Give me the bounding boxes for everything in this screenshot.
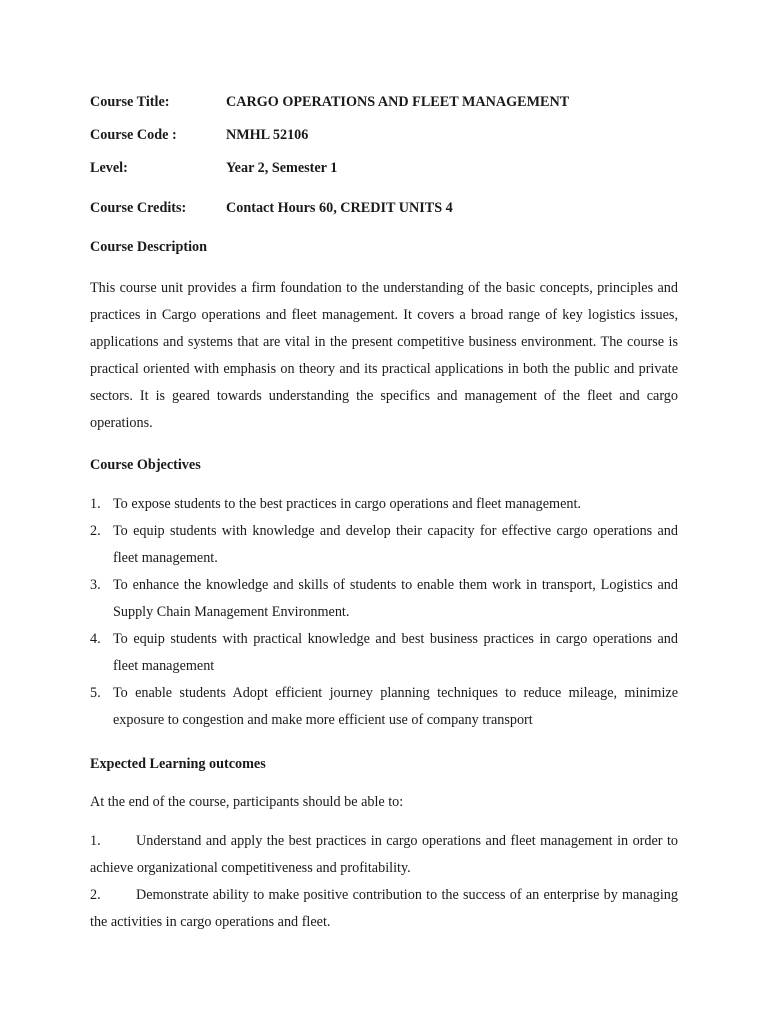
list-item-text: Understand and apply the best practices in cargo operations and fleet management in order to achieve organizational competitiveness and profitability. (90, 833, 678, 876)
list-item (90, 518, 678, 572)
list-item (90, 491, 678, 518)
learning-outcomes-intro: At the end of the course, participants should be able to: (90, 794, 404, 810)
document-page (90, 92, 678, 936)
list-item-number: 2. (90, 523, 101, 539)
list-item-text: To enable students Adopt efficient journey planning techniques to reduce mileage, minimize exposure to congestion and make more efficient use of company transport (113, 685, 678, 728)
list-item (90, 680, 678, 734)
list-item-number: 4. (90, 631, 101, 647)
course-title-row (90, 92, 678, 112)
course-code-value: NMHL 52106 (226, 127, 309, 143)
course-credits-row (90, 198, 678, 218)
course-title-value: CARGO OPERATIONS AND FLEET MANAGEMENT (226, 94, 570, 110)
list-item-text: To equip students with knowledge and develop their capacity for effective cargo operations and fleet management. (113, 523, 678, 566)
list-item-text: Demonstrate ability to make positive contribution to the success of an enterprise by managing the activities in cargo operations and fleet. (90, 887, 678, 930)
list-item-number: 3. (90, 577, 101, 593)
learning-outcomes-heading: Expected Learning outcomes (90, 756, 266, 772)
course-title-label: Course Title: (90, 94, 170, 110)
course-code-label: Course Code : (90, 127, 177, 143)
list-item (90, 626, 678, 680)
list-item-number: 1. (90, 833, 101, 849)
course-code-row (90, 125, 678, 145)
list-item-number: 2. (90, 887, 101, 903)
objectives-list (90, 491, 678, 734)
course-level-value: Year 2, Semester 1 (226, 160, 338, 176)
list-item (90, 828, 678, 882)
list-item-number: 5. (90, 685, 101, 701)
list-item-text: To enhance the knowledge and skills of students to enable them work in transport, Logistics and Supply Chain Management Environment. (113, 577, 678, 620)
course-level-label: Level: (90, 160, 128, 176)
course-credits-value: Contact Hours 60, CREDIT UNITS 4 (226, 200, 453, 216)
course-credits-label: Course Credits: (90, 200, 187, 216)
list-item (90, 572, 678, 626)
list-item-number: 1. (90, 496, 101, 512)
list-item-text: To equip students with practical knowledge and best business practices in cargo operations and fleet management (113, 631, 678, 674)
course-level-row (90, 158, 678, 178)
course-description-text: This course unit provides a firm foundation to the understanding of the basic concepts, principles and practices in Cargo operations and fleet management. It covers a broad range of key logistics issues, applications and systems that are vital in the present competitive business environment. The course is practical oriented with emphasis on theory and its practical applications in both the public and private sectors. It is geared towards understanding the specifics and management of the fleet and cargo operations. (90, 280, 678, 431)
list-item (90, 882, 678, 936)
list-item-text: To expose students to the best practices in cargo operations and fleet management. (113, 496, 581, 512)
course-description-heading: Course Description (90, 239, 208, 255)
course-objectives-heading: Course Objectives (90, 457, 201, 473)
